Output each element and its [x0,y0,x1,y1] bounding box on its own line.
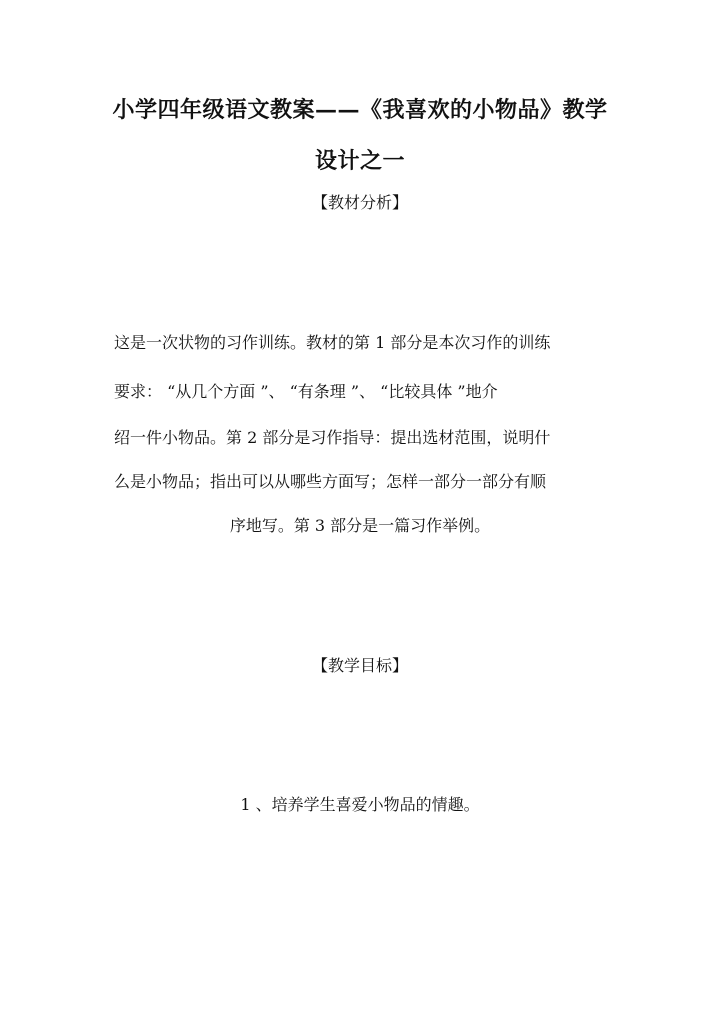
paragraph-line: 要求： “从几个方面 ”、 “有条理 ”、 “比较具体 ”地介 [114,382,498,401]
paragraph-line: 这是一次状物的习作训练。教材的第 1 部分是本次习作的训练 [114,333,551,352]
paragraph-line: 么是小物品；指出可以从哪些方面写；怎样一部分一部分有顺 [114,472,547,491]
paragraph-line: 绍一件小物品。第 2 部分是习作指导：提出选材范围，说明什 [114,428,551,447]
goal-item: 1 、培养学生喜爱小物品的情趣。 [240,795,480,814]
document-title-line-1: 小学四年级语文教案——《我喜欢的小物品》教学 [112,97,608,123]
section-heading-textbook-analysis: 【教材分析】 [311,193,408,212]
document-title-line-2: 设计之一 [314,148,405,174]
section-heading-teaching-goals: 【教学目标】 [311,656,408,675]
paragraph-line: 序地写。第 3 部分是一篇习作举例。 [229,516,491,535]
